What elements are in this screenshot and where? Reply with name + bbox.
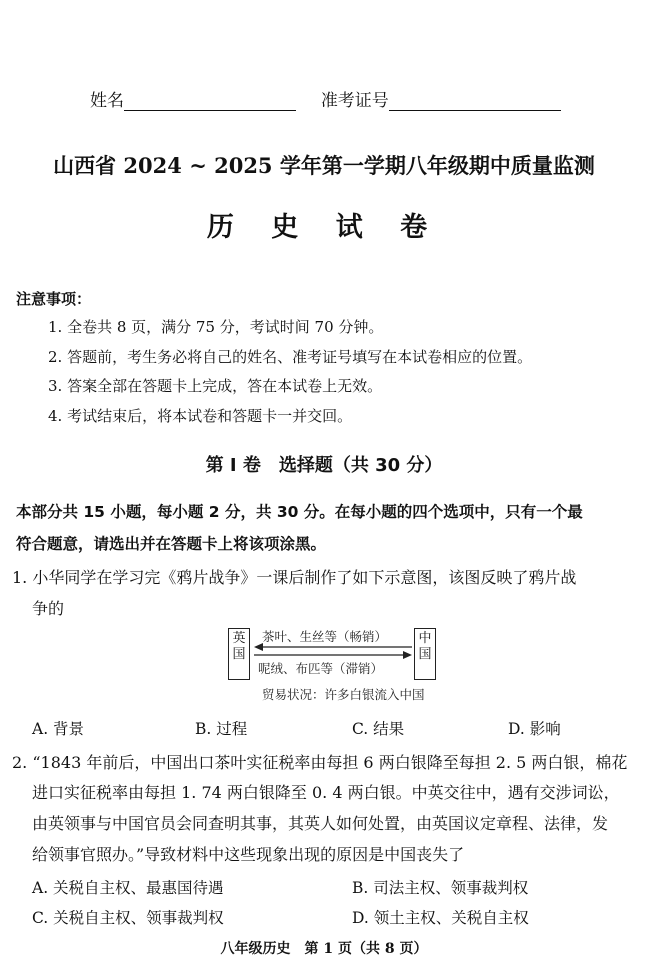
section-title: 第 Ⅰ 卷 选择题（共 30 分） [205,455,443,476]
option-c: C. 关税自主权、领事裁判权 [32,909,224,927]
instruction-line: 本部分共 15 小题，每小题 2 分，共 30 分。在每小题的四个选项中，只有一个最 [16,503,583,521]
trade-diagram [228,626,440,706]
notice-heading: 注意事项： [16,290,92,308]
question-2-line: 给领事官照办。”导致材料中这些现象出现的原因是中国丧失了 [32,845,465,864]
notice-item: 3. 答案全部在答题卡上完成，答在本试卷上无效。 [48,377,383,395]
option-b: B. 司法主权、领事裁判权 [352,879,529,897]
bottom-arrow-label: 呢绒、布匹等（滞销） [258,661,384,676]
china-box: 中国 [414,628,436,680]
page-footer: 八年级历史 第 1 页（共 8 页） [220,941,428,957]
option-d: D. 领土主权、关税自主权 [352,909,529,927]
option-a: A. 背景 [32,720,85,738]
britain-box: 英国 [228,628,250,680]
name-label: 姓名 [90,91,124,111]
option-c: C. 结果 [352,720,405,738]
notice-item: 2. 答题前，考生务必将自己的姓名、准考证号填写在本试卷相应的位置。 [48,348,533,366]
diagram-caption: 贸易状况：许多白银流入中国 [262,687,425,702]
question-2-line: 由英领事与中国官员会同查明其事，其英人如何处置，由英国议定章程、法律，发 [32,814,609,833]
exam-id-blank [389,92,561,111]
option-b: B. 过程 [195,720,248,738]
exam-id-label: 准考证号 [320,91,389,111]
candidate-info-line [90,86,561,111]
top-arrow-label: 茶叶、生丝等（畅销） [262,629,388,644]
question-2-line: 2. “1843 年前后，中国出口茶叶实征税率由每担 6 两白银降至每担 2. 5 两白银，棉花 [12,753,628,772]
subject-title: 历 史 试 卷 [206,212,442,243]
option-a: A. 关税自主权、最惠国待遇 [32,879,224,897]
question-1-line: 争的 [32,599,65,618]
question-2-line: 进口实征税率由每担 1. 74 两白银降至 0. 4 两白银。中英交往中，遇有交涉词讼， [32,783,620,802]
option-d: D. 影响 [508,720,561,738]
question-1-line: 1. 小华同学在学习完《鸦片战争》一课后制作了如下示意图，该图反映了鸦片战 [12,568,577,587]
instruction-line: 符合题意，请选出并在答题卡上将该项涂黑。 [16,535,327,553]
exam-title: 山西省 2024 ~ 2025 学年第一学期八年级期中质量监测 [53,153,595,178]
import-arrow-head [403,651,412,659]
name-blank [124,92,296,111]
notice-item: 1. 全卷共 8 页，满分 75 分，考试时间 70 分钟。 [48,318,384,336]
notice-item: 4. 考试结束后，将本试卷和答题卡一并交回。 [48,407,353,425]
